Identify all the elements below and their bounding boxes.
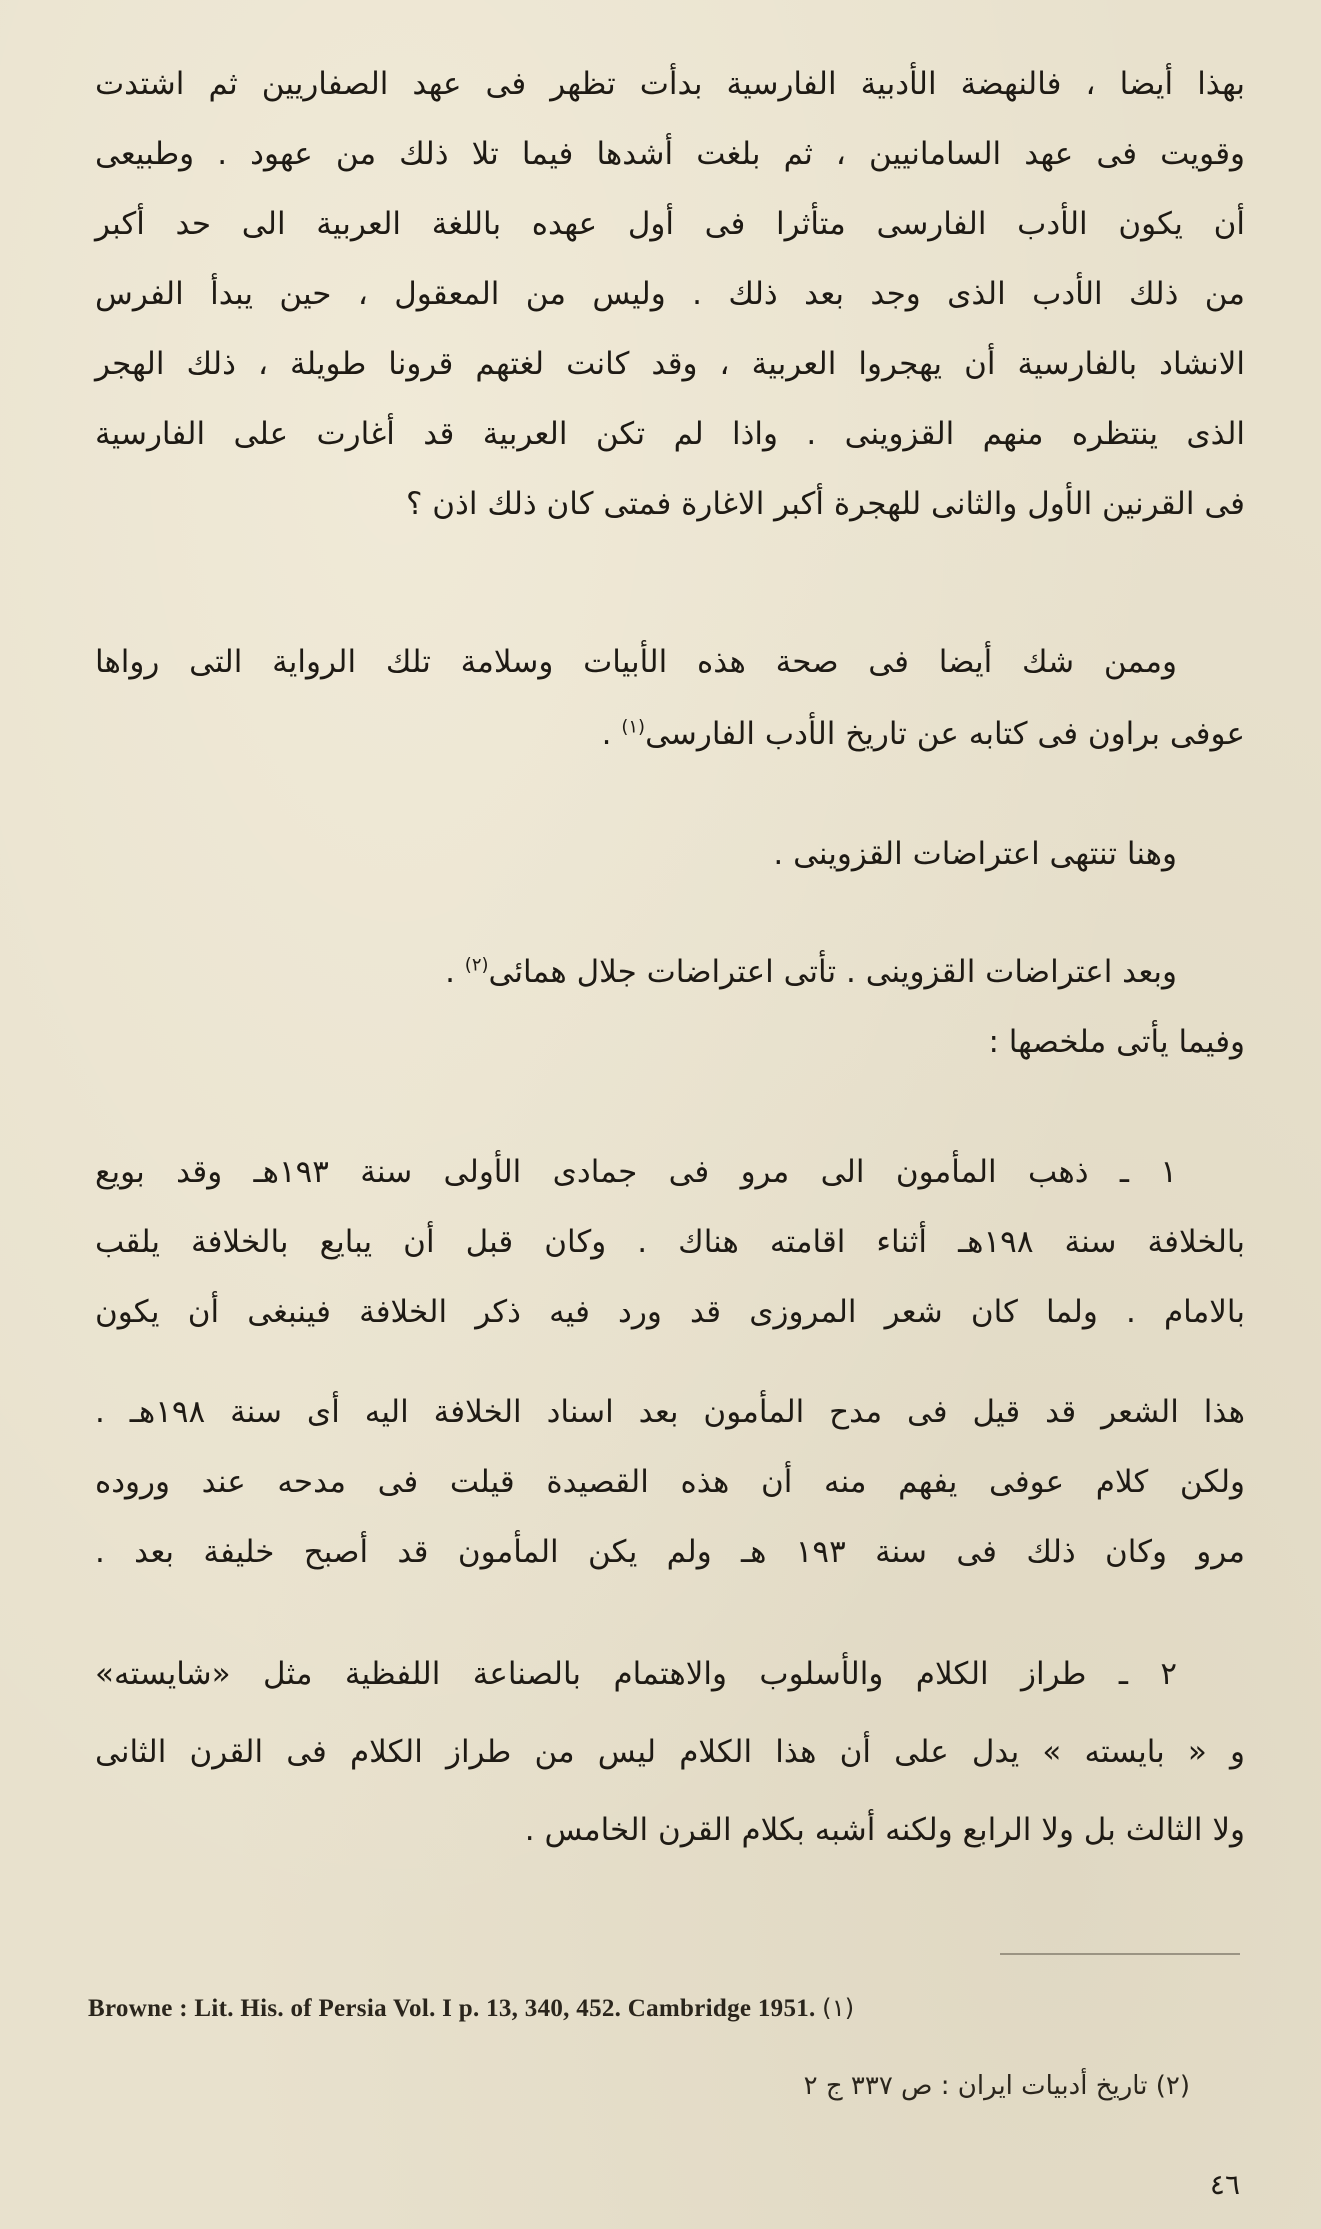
text-line: الانشاد بالفارسية أن يهجروا العربية ، وقد كانت لغتهم قرونا طويلة ، ذلك الهجر bbox=[95, 346, 1245, 382]
footnote-separator bbox=[1000, 1953, 1240, 1955]
text-line: أن يكون الأدب الفارسى متأثرا فى أول عهده باللغة العربية الى حد أكبر bbox=[95, 206, 1245, 242]
text-line: مرو وكان ذلك فى سنة ١٩٣ هـ ولم يكن المأمون قد أصبح خليفة بعد . bbox=[95, 1534, 1245, 1570]
text-line: ولا الثالث بل ولا الرابع ولكنه أشبه بكلام القرن الخامس . bbox=[524, 1812, 1245, 1848]
text-segment: عوفى براون فى كتابه عن تاريخ الأدب الفارسى bbox=[645, 716, 1245, 752]
text-line: ١ ـ ذهب المأمون الى مرو فى جمادى الأولى سنة ١٩٣هـ وقد بويع bbox=[95, 1154, 1177, 1190]
text-line: ٢ ـ طراز الكلام والأسلوب والاهتمام بالصناعة اللفظية مثل «شايسته» bbox=[95, 1656, 1177, 1692]
text-segment: . bbox=[601, 716, 622, 752]
text-line: وقويت فى عهد السامانيين ، ثم بلغت أشدها فيما تلا ذلك من عهود . وطبيعى bbox=[95, 136, 1245, 172]
footnote-1 bbox=[88, 1990, 1188, 2027]
text-line: من ذلك الأدب الذى وجد بعد ذلك . وليس من المعقول ، حين يبدأ الفرس bbox=[95, 276, 1245, 312]
footnote-ref-1[interactable]: (١) bbox=[621, 716, 646, 738]
text-line: الذى ينتظره منهم القزوينى . واذا لم تكن العربية قد أغارت على الفارسية bbox=[95, 416, 1245, 452]
text-line: بالخلافة سنة ١٩٨هـ أثناء اقامته هناك . وكان قبل أن يبايع بالخلافة يلقب bbox=[95, 1224, 1245, 1260]
text-line: بالامام . ولما كان شعر المروزى قد ورد فيه ذكر الخلافة فينبغى أن يكون bbox=[95, 1294, 1245, 1330]
text-line bbox=[95, 712, 1245, 756]
footnote-ref-2[interactable]: (٢) bbox=[464, 954, 489, 976]
footnote-marker: (١) bbox=[822, 1994, 855, 2022]
text-line bbox=[95, 950, 1245, 994]
footnote-2 bbox=[300, 2066, 1190, 2106]
text-line: فى القرنين الأول والثانى للهجرة أكبر الاغارة فمتى كان ذلك اذن ؟ bbox=[405, 486, 1245, 522]
text-segment: وبعد اعتراضات القزوينى . تأتى اعتراضات جلال همائى bbox=[488, 954, 1177, 990]
text-line: وهنا تنتهى اعتراضات القزوينى . bbox=[773, 836, 1177, 872]
footnote-marker: (٢) bbox=[1155, 2071, 1190, 2101]
text-line: هذا الشعر قد قيل فى مدح المأمون بعد اسناد الخلافة اليه أى سنة ١٩٨هـ . bbox=[95, 1394, 1245, 1430]
text-line: وفيما يأتى ملخصها : bbox=[988, 1024, 1245, 1060]
text-line: ولكن كلام عوفى يفهم منه أن هذه القصيدة قيلت فى مدحه عند وروده bbox=[95, 1464, 1245, 1500]
footnote-text: تاريخ أدبيات ايران : ص ٣٣٧ ج ٢ bbox=[803, 2071, 1148, 2101]
text-line: وممن شك أيضا فى صحة هذه الأبيات وسلامة تلك الرواية التى رواها bbox=[95, 644, 1177, 680]
text-line: بهذا أيضا ، فالنهضة الأدبية الفارسية بدأت تظهر فى عهد الصفاريين ثم اشتدت bbox=[95, 66, 1245, 102]
page-number: ٤٦ bbox=[1209, 2168, 1240, 2201]
footnote-text: Browne : Lit. His. of Persia Vol. I p. 13, 340, 452. Cambridge 1951. bbox=[88, 1995, 816, 2022]
text-line: و « بايسته » يدل على أن هذا الكلام ليس من طراز الكلام فى القرن الثانى bbox=[95, 1734, 1245, 1770]
text-segment: . bbox=[445, 954, 465, 990]
